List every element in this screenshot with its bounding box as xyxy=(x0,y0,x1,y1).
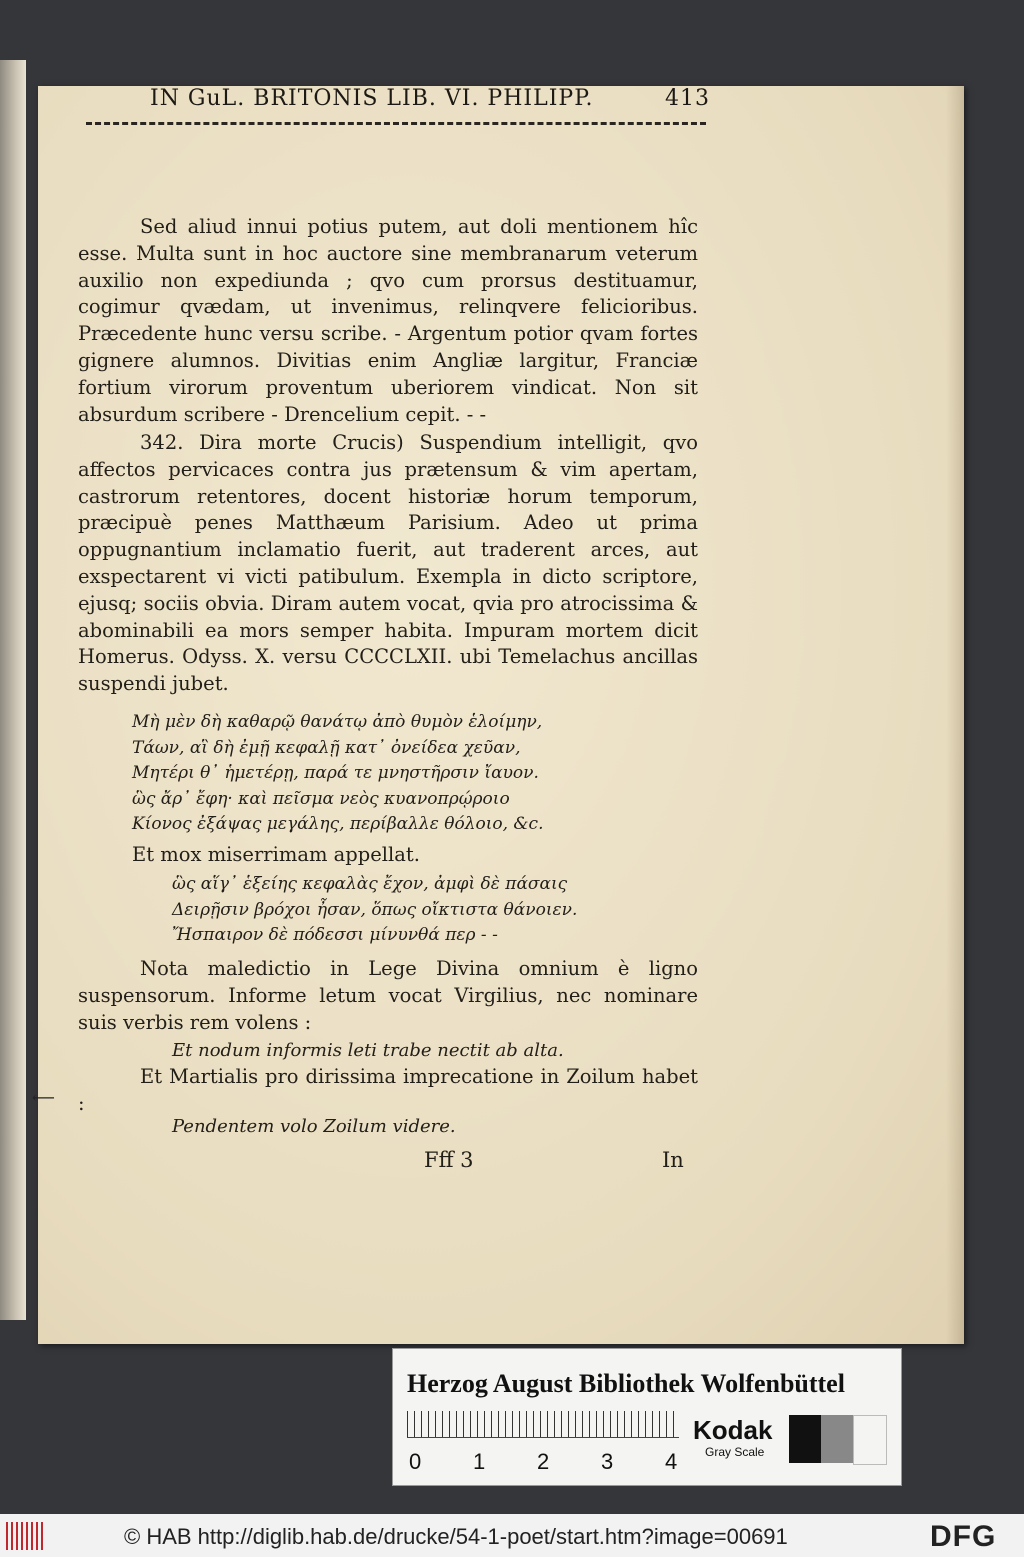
greek-line: Τάων, αἳ δὴ ἐμῇ κεφαλῇ κατ᾽ ὀνείδεα χεῦαν, xyxy=(132,737,521,758)
ruler-number: 1 xyxy=(473,1449,486,1474)
line-et-mox xyxy=(132,842,632,869)
greek-quote-1 xyxy=(132,710,543,838)
verse-martial: Pendentem volo Zoilum videre. xyxy=(172,1116,456,1137)
verse-virgil: Et nodum informis leti trabe nectit ab alta. xyxy=(172,1040,564,1061)
barcode-icon xyxy=(6,1522,46,1550)
footer-credit[interactable]: © HAB http://diglib.hab.de/drucke/54-1-poet/start.htm?image=00691 xyxy=(124,1524,788,1549)
library-label xyxy=(392,1348,902,1486)
header-rule xyxy=(86,122,706,125)
dfg-logo: DFG xyxy=(930,1520,997,1553)
greek-line: ὣς αἵγ᾽ ἑξείης κεφαλὰς ἔχον, ἀμφὶ δὲ πάσαις xyxy=(172,874,568,894)
swatch-white xyxy=(853,1415,887,1465)
kodak-logo: Kodak xyxy=(693,1415,773,1445)
running-header xyxy=(150,86,710,111)
paragraph-text: Nota maledictio in Lege Divina omnium è ligno suspensorum. Informe letum vocat Virgilius, nec nominare suis verbis rem volens : xyxy=(78,957,698,1034)
gray-scale-caption: Gray Scale xyxy=(705,1445,765,1459)
running-title: IN GuL. BRITONIS LIB. VI. PHILIPP. xyxy=(150,86,594,111)
paragraph-2 xyxy=(78,430,698,698)
greek-line: Δειρῇσιν βρόχοι ἦσαν, ὅπως οἴκτιστα θάνοιεν. xyxy=(172,899,578,920)
ruler-scale xyxy=(407,1411,679,1438)
paragraph-martialis xyxy=(78,1064,698,1118)
paragraph-text: Et mox miserrimam appellat. xyxy=(132,843,420,866)
footer-bar xyxy=(0,1514,1024,1557)
paragraph-text: 342. Dira morte Crucis) Suspendium intelligit, qvo affectos pervicaces contra jus prætensum & vim apertam, castrorum retentores, docent historiæ horum temporum, præcipuè penes Matthæum Parisium. Adeo ut prima oppugnantium inclamatio fuerit, aut traderent arces, aut exspectarent vi victi patibulum. Exempla in dicto scriptore, ejusq; sociis obvia. Diram autem vocat, qvia pro atrocissima & abominabili ea mors semper habita. Impuram mortem dicit Homerus. Odyss. X. versu CCCCLXII. ubi Temelachus ancillas suspendi jubet. xyxy=(78,431,698,696)
ruler-number: 4 xyxy=(665,1449,678,1474)
arrow-marker-icon: ⟵ xyxy=(32,1088,55,1107)
ruler-number: 0 xyxy=(409,1449,422,1474)
catchword: In xyxy=(662,1148,684,1172)
greek-line: Μητέρι θ᾽ ἡμετέρῃ, παρά τε μνηστῆρσιν ἴαυον. xyxy=(132,763,539,783)
greek-line: Μὴ μὲν δὴ καθαρῷ θανάτῳ ἀπὸ θυμὸν ἑλοίμην, xyxy=(132,712,543,732)
page-number: 413 xyxy=(665,86,710,111)
paragraph-text: Sed aliud innui potius putem, aut doli mentionem hîc esse. Multa sunt in hoc auctore sine membranarum veterum auxilio non expediunda ; qvo cum prorsus destituamur, cogimur qvædam, ut invenimus, relinqvere felicioribus. Præcedente hunc versu scribe. - Argentum potior qvam fortes gignere alumnos. Divitias enim Angliæ largitur, Franciæ fortium virorum proventum uberiorem vindicat. Non sit absurdum scribere - Drencelium cepit. - - xyxy=(78,215,698,426)
swatch-gray xyxy=(821,1415,853,1463)
paragraph-text: Et Martialis pro dirissima imprecatione in Zoilum habet : xyxy=(78,1065,698,1115)
signature-mark: Fff 3 xyxy=(424,1148,474,1172)
paragraph-nota xyxy=(78,956,698,1036)
library-name: Herzog August Bibliothek Wolfenbüttel xyxy=(407,1369,845,1398)
swatch-black xyxy=(789,1415,821,1463)
greek-quote-2 xyxy=(172,872,577,949)
ruler-number: 2 xyxy=(537,1449,550,1474)
paragraph-1 xyxy=(78,214,698,428)
greek-line: ὣς ἄρ᾽ ἔφη· καὶ πεῖσμα νεὸς κυανοπρῴροιο xyxy=(132,788,510,809)
ruler-number: 3 xyxy=(601,1449,614,1474)
greek-line: Ἤσπαιρον δὲ πόδεσσι μίνυνθά περ - - xyxy=(172,925,498,945)
scanner-edge xyxy=(0,60,26,1320)
greek-line: Κίονος ἐξάψας μεγάλης, περίβαλλε θόλοιο, &c. xyxy=(132,814,544,834)
